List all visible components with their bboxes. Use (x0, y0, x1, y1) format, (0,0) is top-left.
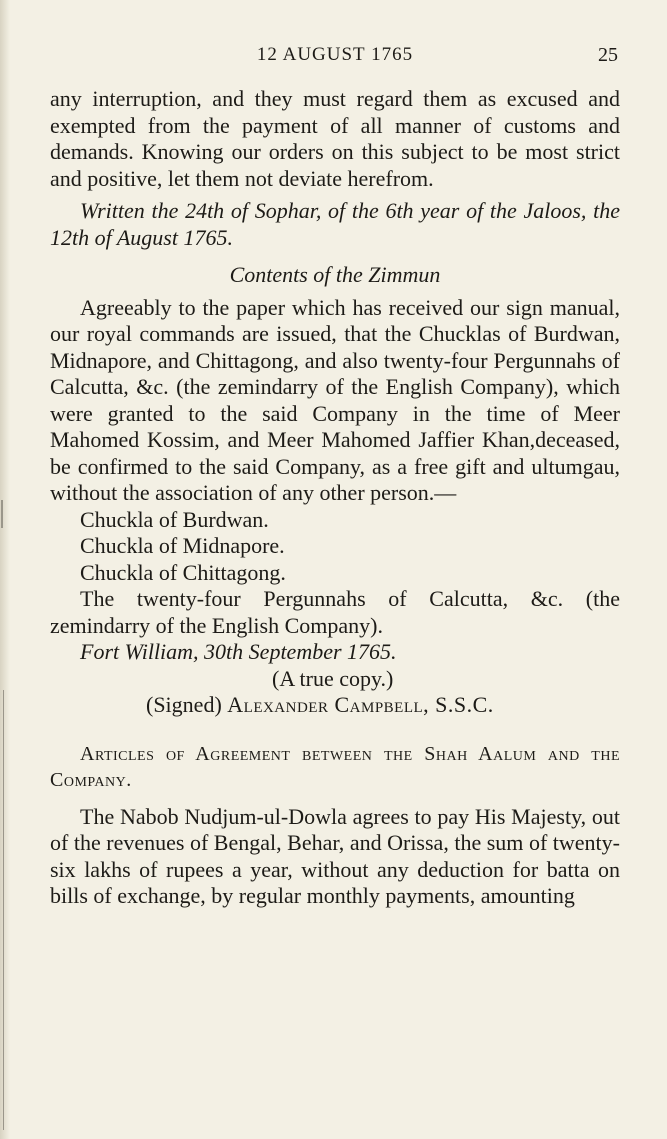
paragraph-zimmun-contents: Agreeably to the paper which has received our sign manual, our royal commands are issued, that the Chucklas of Burdwan, Midnapore, and Chittagong, and also twenty-four Pergunnahs of Calcutta, &c. (the zemindarry of the English Company), which were granted to the said Company in the time of Meer Mahomed Kossim, and Meer Mahomed Jaffier Khan,deceased, be confirmed to the said Company, as a free gift and ultumgau, without the association of any other person.— (50, 294, 620, 505)
list-item-chuckla: Chuckla of Midnapore. (80, 533, 285, 558)
page-number: 25 (598, 44, 618, 66)
paragraph-nabob-agreement: The Nabob Nudjum-ul-Dowla agrees to pay His Majesty, out of the revenues of Bengal, Behar, and Orissa, the sum of twenty-six lakhs of rupees a year, without any deduction for batta on bills of exchange, by regular monthly payments, amounting (50, 803, 620, 908)
paragraph-fort-william-date: Fort William, 30th September 1765. (80, 639, 397, 664)
page-gutter (0, 0, 10, 1139)
page-header (50, 44, 620, 70)
true-copy-note: (A true copy.) (272, 665, 394, 691)
signatory-name: Alexander Campbell, S.S.C. (227, 692, 494, 717)
gutter-mark (3, 690, 4, 1130)
page-body (50, 86, 620, 910)
signature-line (50, 692, 620, 719)
list-item-chuckla: Chuckla of Chittagong. (80, 559, 286, 585)
section-heading-articles: Articles of Agreement between the Shah Aalum and the Company. (50, 742, 620, 791)
list-item-chuckla: Chuckla of Burdwan. (80, 506, 269, 532)
paragraph-date-written: Written the 24th of Sophar, of the 6th year of the Jaloos, the 12th of August 1765. (50, 198, 620, 250)
running-head: 12 AUGUST 1765 (256, 44, 414, 65)
paragraph-pergunnahs: The twenty-four Pergunnahs of Calcutta, &c. (the zemindarry of the English Company). (50, 586, 620, 638)
section-heading-zimmun: Contents of the Zimmun (229, 262, 441, 287)
gutter-mark (1, 500, 3, 528)
paragraph-continuation: any interruption, and they must regard them as excused and exempted from the payment of all manner of customs and demands. Knowing our orders on this subject to be most strict and positive, let them not deviate herefrom. (50, 86, 620, 191)
signed-label: (Signed) (146, 692, 222, 717)
